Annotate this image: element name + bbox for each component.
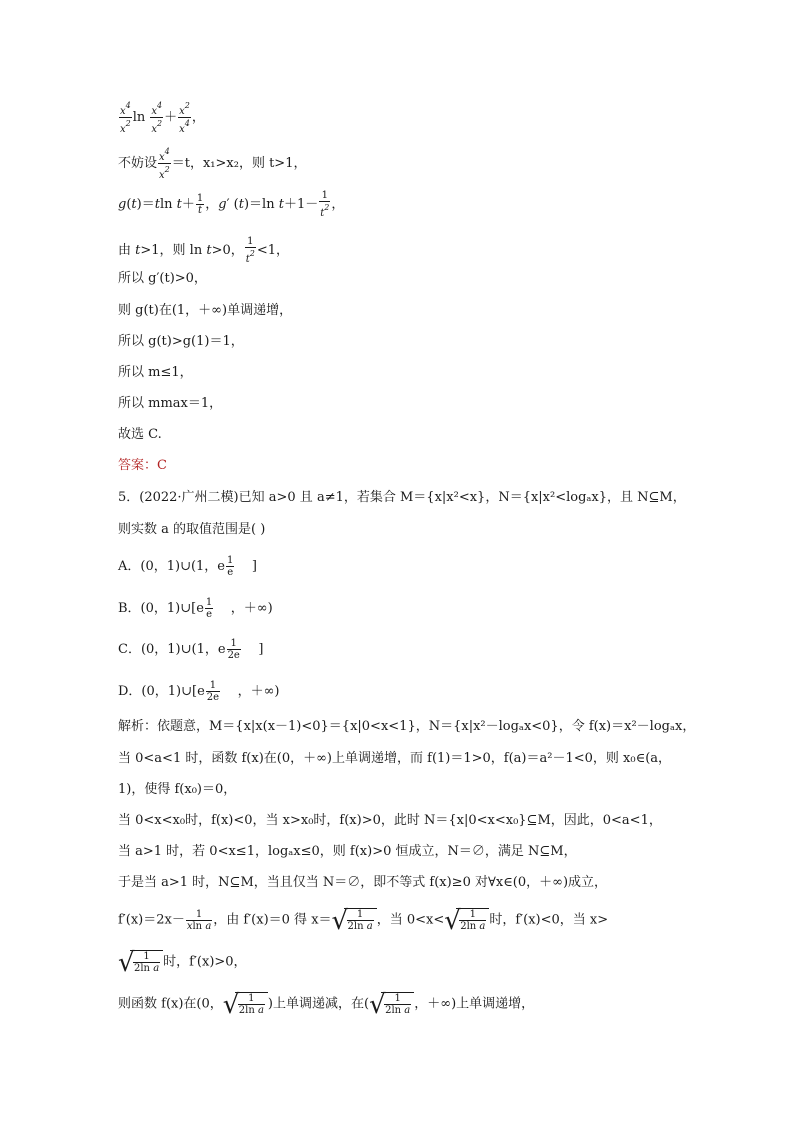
text-line-6: 则 g(t)在(1，＋∞)单调递增，	[118, 303, 293, 318]
text-line-5: 所以 g′(t)>0，	[118, 271, 207, 286]
option-c: C．(0，1)∪(1，e $\frac{1}{2e}$ ]	[118, 638, 264, 661]
solution-line-8: √ $\frac{1}{\text{2ln a}}$ 时，f′(x)>0，	[118, 948, 247, 978]
fraction: $\frac{x^4}{x^2}$	[151, 101, 163, 135]
text-line-9: 所以 mmax＝1，	[118, 396, 223, 411]
text-line-7: 所以 g(t)>g(1)＝1，	[118, 334, 244, 349]
question-5-line-2: 则实数 a 的取值范围是( )	[118, 522, 266, 537]
solution-line-2: 当 0<a<1 时，函数 f(x)在(0，＋∞)上单调递增，而 f(1)＝1>0，f(a)＝a²－1<0，则 x₀∈(a，	[118, 751, 672, 766]
fraction: $\frac{x^4}{x^2}$	[159, 147, 170, 181]
text-line-8: 所以 m≤1，	[118, 365, 193, 380]
solution-line-1: 解析：依题意，M＝{x|x(x－1)<0}＝{x|0<x<1}，N＝{x|x²－logₐx<0}，令 f(x)＝x²－logₐx，	[118, 719, 696, 734]
option-b: B．(0，1)∪[e $\frac{1}{e}$ ，＋∞)	[118, 597, 273, 620]
text-line-10: 故选 C.	[118, 427, 162, 442]
text-line-4: 由 t>1，则 ln t>0， $\frac{1}{t^2}$ <1，	[118, 236, 290, 265]
fraction: $\frac{x^4}{x^2}$	[120, 101, 131, 135]
answer-line: 答案：C	[118, 458, 167, 473]
option-a: A．(0，1)∪(1，e $\frac{1}{e}$ ]	[118, 555, 257, 578]
solution-line-6: 于是当 a>1 时，N⊆M，当且仅当 N＝∅，即不等式 f(x)≥0 对∀x∈(0，＋∞)成立，	[118, 875, 608, 890]
solution-line-5: 当 a>1 时，若 0<x≤1，logₐx≤0，则 f(x)>0 恒成立，N＝∅，满足 N⊆M，	[118, 844, 577, 859]
question-5-line-1: 5．(2022·广州二模)已知 a>0 且 a≠1，若集合 M＝{x|x²<x}，N＝{x|x²<logₐx}，且 N⊆M，	[118, 490, 686, 505]
solution-line-3: 1)，使得 f(x₀)＝0，	[118, 782, 237, 797]
solution-line-7: f′(x)＝2x－ $\frac{1}{\text{xln a}}$ ，由 f′(x)＝0 得 x＝ √ $\frac{1}{\text{2ln a}}$ ，当 0<x< √ $\frac{1}{\text{2ln a}}$ 时，f′(x)<0，当 x>	[118, 906, 609, 936]
solution-line-9: 则函数 f(x)在(0， √ $\frac{1}{\text{2ln a}}$ )上单调递减，在( √ $\frac{1}{\text{2ln a}}$ ，＋∞)上单调递增，	[118, 990, 535, 1020]
text-line-3: g(t)＝tln t＋ $\frac{1}{t}$ ，g′ (t)＝ln t＋1－ $\frac{1}{t^2}$ ，	[118, 190, 345, 219]
option-d: D．(0，1)∪[e $\frac{1}{2e}$ ，＋∞)	[118, 680, 280, 703]
formula-line-1: $\frac{x^4}{x^2}$ ln $\frac{x^4}{x^2}$ ＋ $\frac{x^2}{x^4}$ ，	[120, 101, 205, 135]
fraction: $\frac{x^2}{x^4}$	[179, 101, 190, 135]
solution-line-4: 当 0<x<x₀时，f(x)<0，当 x>x₀时，f(x)>0，此时 N＝{x|0<x<x₀}⊆M，因此，0<a<1，	[118, 813, 662, 828]
text-line-2: 不妨设 $\frac{x^4}{x^2}$ ＝t，x₁>x₂，则 t>1，	[118, 147, 307, 181]
